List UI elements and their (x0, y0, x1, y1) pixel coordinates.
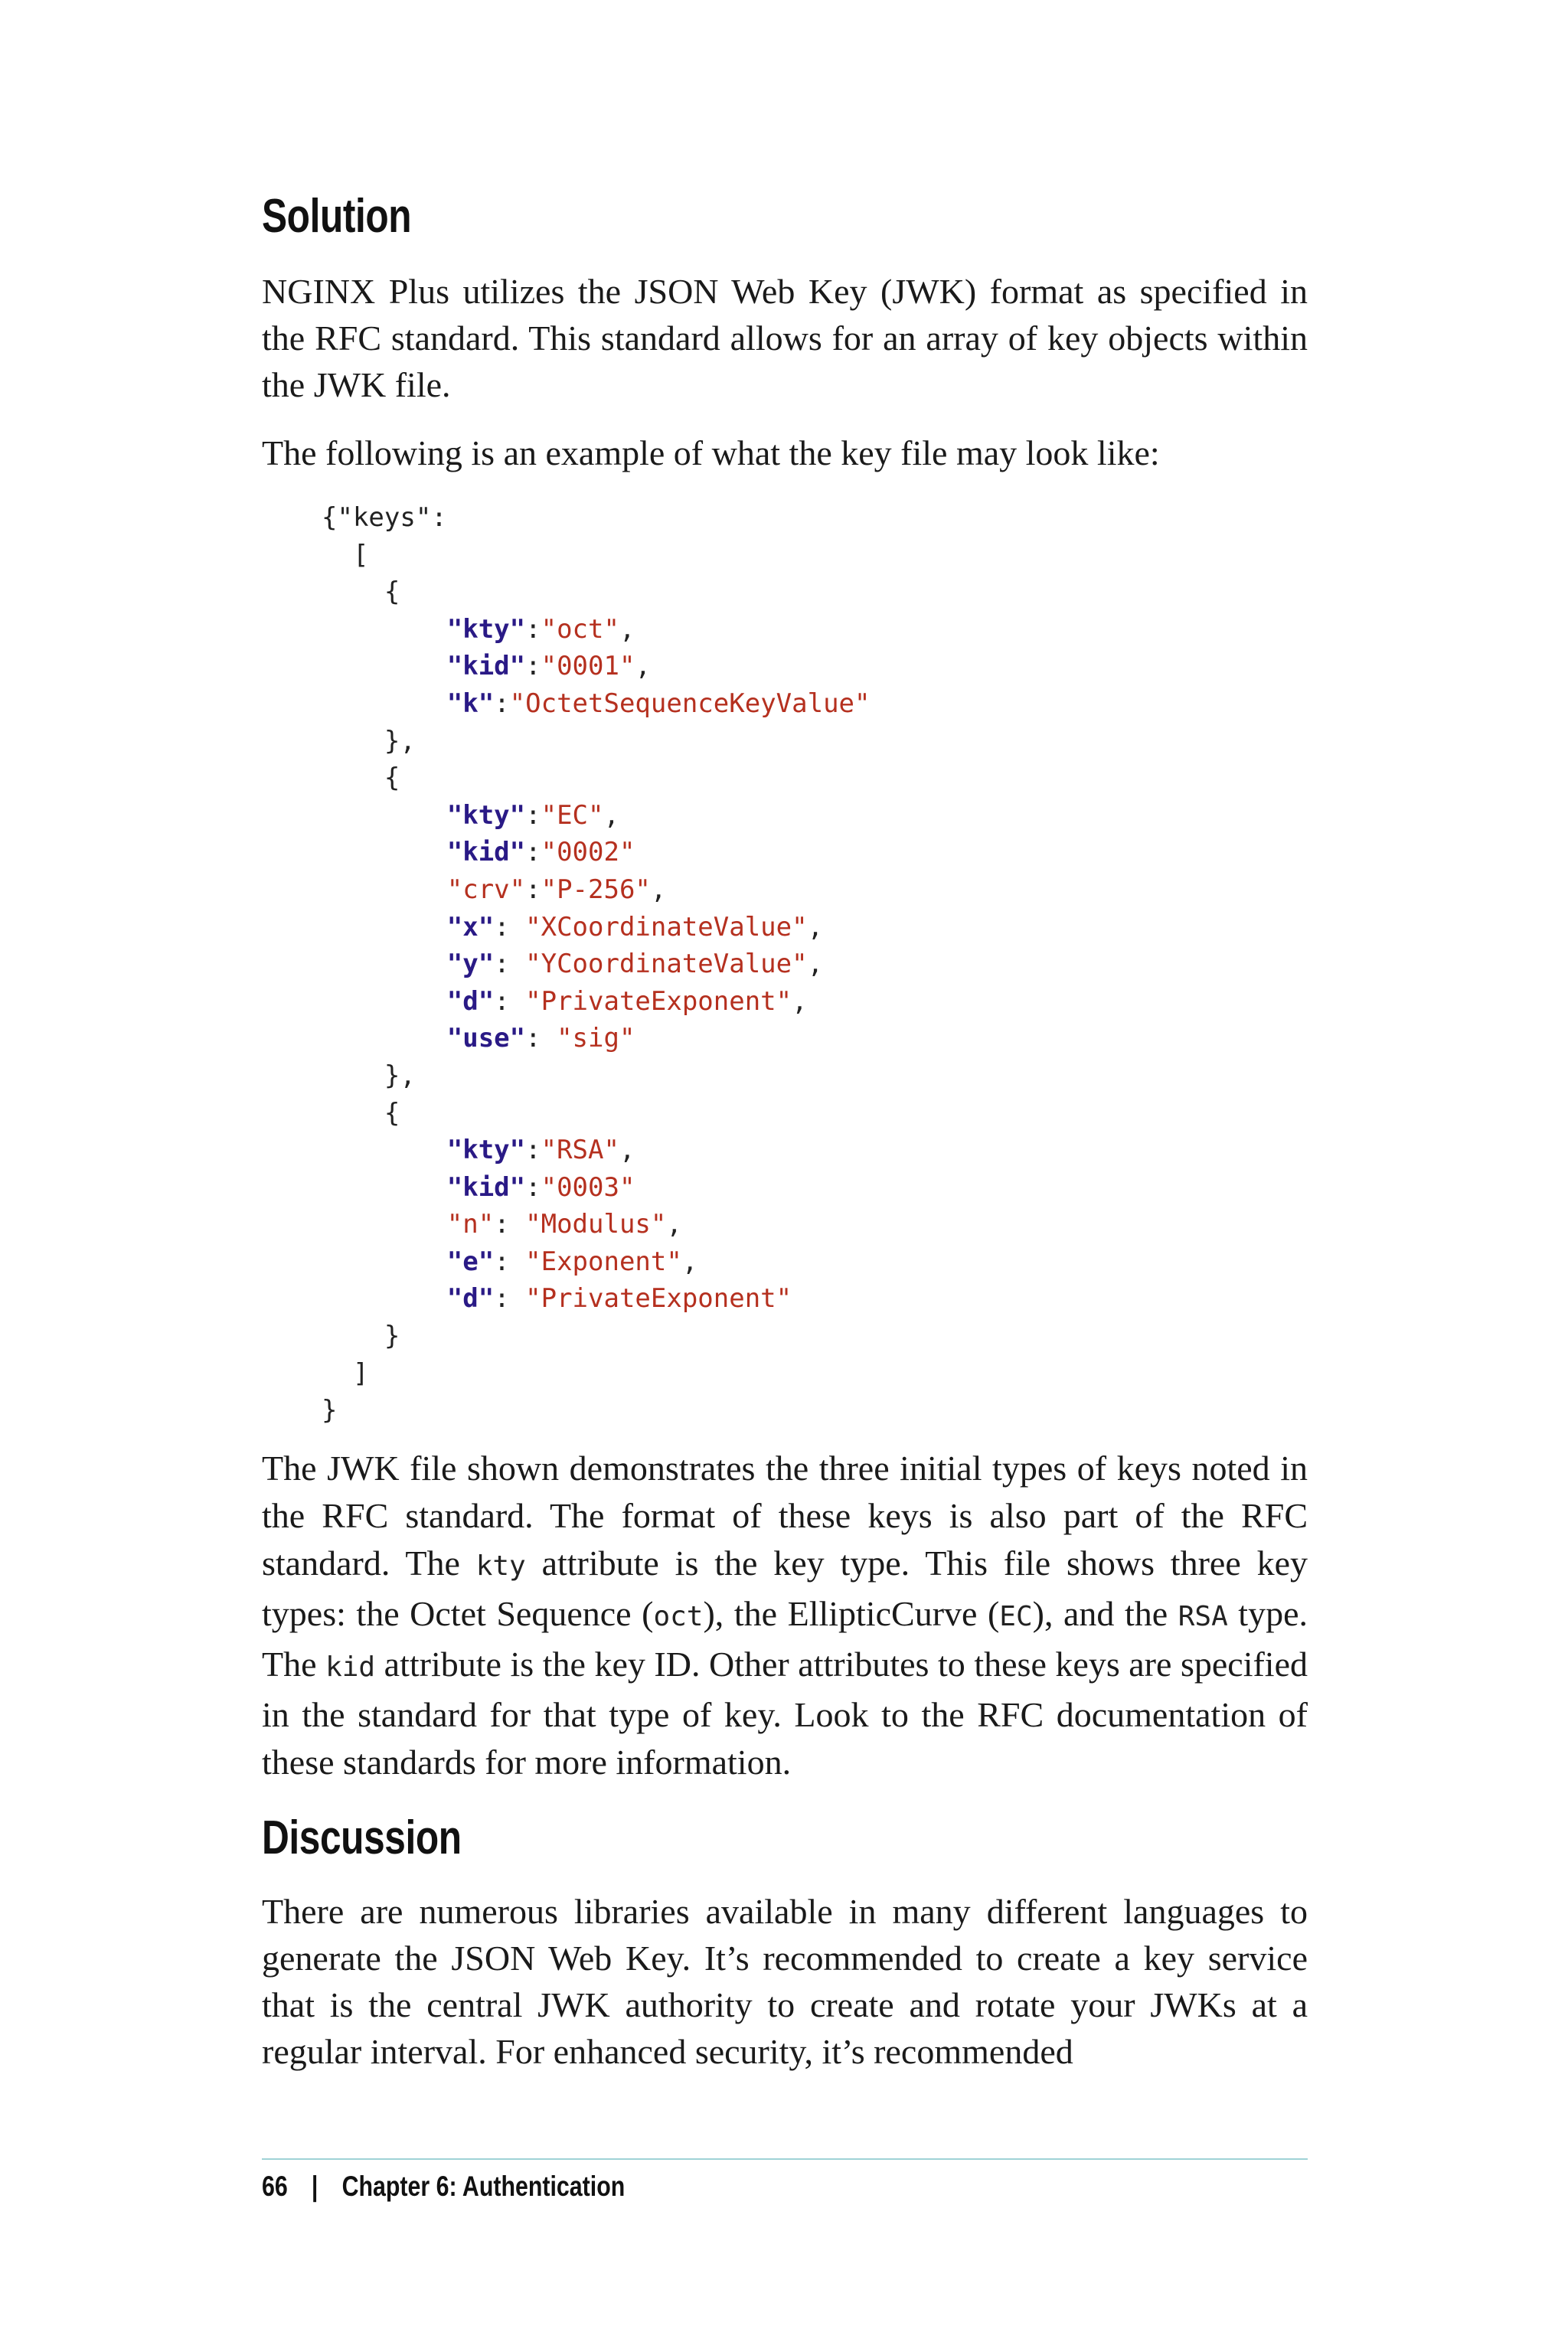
code-value: "P-256" (541, 874, 651, 905)
code-key: "d" (446, 985, 495, 1017)
code-value: "RSA" (541, 1135, 619, 1166)
code-key: "kty" (446, 1135, 526, 1166)
code-key: "k" (446, 688, 495, 719)
inline-code: kty (475, 1550, 526, 1582)
inline-code: oct (653, 1601, 704, 1632)
code-line: [ (322, 539, 369, 570)
text: NGINX Plus utilizes the JSON Web Key (JWK) format as specified in the RFC standard. This standard allows for an array of key objects within the JWK file. (262, 272, 1308, 404)
text: attribute is the key ID. Other attributes to these keys are specified in the standard for that type of key. Look to the RFC documentation of these standards for more information. (262, 1645, 1308, 1782)
code-line: ] (322, 1357, 369, 1389)
solution-paragraph-1 (262, 268, 1308, 408)
section-heading-solution: Solution (262, 190, 412, 243)
code-value: "PrivateExponent" (525, 1283, 792, 1315)
inline-code: RSA (1178, 1601, 1228, 1632)
discussion-paragraph-1: There are numerous libraries available in many different languages to generate the JSON Web Key. It’s recommended to create a key service that is the central JWK authority to create and rotate your JWKs at a regular interval. For enhanced security, it’s recommended (262, 1892, 1308, 2071)
footer-rule (262, 2158, 1308, 2160)
code-line: { (322, 1097, 400, 1129)
code-value: "sig" (557, 1023, 635, 1054)
code-line: { (322, 577, 400, 608)
text: attribute is the key type. This file shows three key types: the Octet Sequence ( (262, 1544, 1308, 1633)
code-key: "y" (446, 949, 495, 980)
code-key: "kid" (446, 1171, 526, 1203)
code-value: "0003" (541, 1171, 635, 1203)
code-key: "crv" (446, 874, 526, 905)
chapter-title: Chapter 6: Authentication (341, 2171, 626, 2202)
code-value: "oct" (541, 613, 619, 645)
solution-paragraph-3 (262, 1445, 1308, 1786)
code-line: } (322, 1321, 400, 1352)
inline-code: kid (325, 1651, 376, 1683)
code-line: } (322, 1395, 338, 1426)
footer-separator: | (311, 2171, 318, 2202)
code-line: { (322, 763, 400, 794)
code-value: "Exponent" (525, 1246, 682, 1277)
code-key: "d" (446, 1283, 495, 1315)
text: The JWK file shown demonstrates the three initial types of keys noted in the RFC standard. The format of these keys is also part of the RFC standard. The (262, 1449, 1308, 1583)
code-key: "kty" (446, 613, 526, 645)
code-line: }, (322, 1060, 416, 1091)
code-key: "kid" (446, 837, 526, 868)
code-key: "e" (446, 1246, 495, 1277)
code-key: "use" (446, 1023, 526, 1054)
code-value: "0002" (541, 837, 635, 868)
inline-code: EC (999, 1601, 1033, 1632)
code-value: "YCoordinateValue" (525, 949, 808, 980)
code-key: "n" (446, 1209, 495, 1240)
code-value: "XCoordinateValue" (525, 911, 808, 942)
page-number: 66 (262, 2171, 288, 2202)
section-heading-discussion: Discussion (262, 1811, 462, 1864)
text: ), and the (1032, 1594, 1178, 1633)
text: ), the EllipticCurve ( (703, 1594, 1000, 1633)
code-value: "0001" (541, 651, 635, 682)
code-value: "Modulus" (525, 1209, 667, 1240)
code-key: "kty" (446, 799, 526, 831)
code-value: "EC" (541, 799, 604, 831)
solution-paragraph-2: The following is an example of what the key file may look like: (262, 433, 1160, 472)
code-key: "x" (446, 911, 495, 942)
code-value: "PrivateExponent" (525, 985, 792, 1017)
page-footer (262, 2171, 625, 2203)
code-line: }, (322, 725, 416, 756)
text: type. The (262, 1594, 1308, 1684)
code-value: "OctetSequenceKeyValue" (509, 688, 871, 719)
code-key: "kid" (446, 651, 526, 682)
jwk-code-block: {"keys": [ { "kty":"oct", "kid":"0001", "k":"OctetSequenceKeyValue" }, { "kty":"EC", "kid":"0002" "crv":"P-256", "x": "XCoordinateValue", "y": "YCoordinateValue", "d": "PrivateExponent", "use": "sig" }, { "kty":"RSA", "kid":"0003" "n": "Modulus", "e": "Exponent", "d": "PrivateExponent" } ] } (322, 502, 871, 1426)
code-line: {"keys": (322, 502, 447, 533)
